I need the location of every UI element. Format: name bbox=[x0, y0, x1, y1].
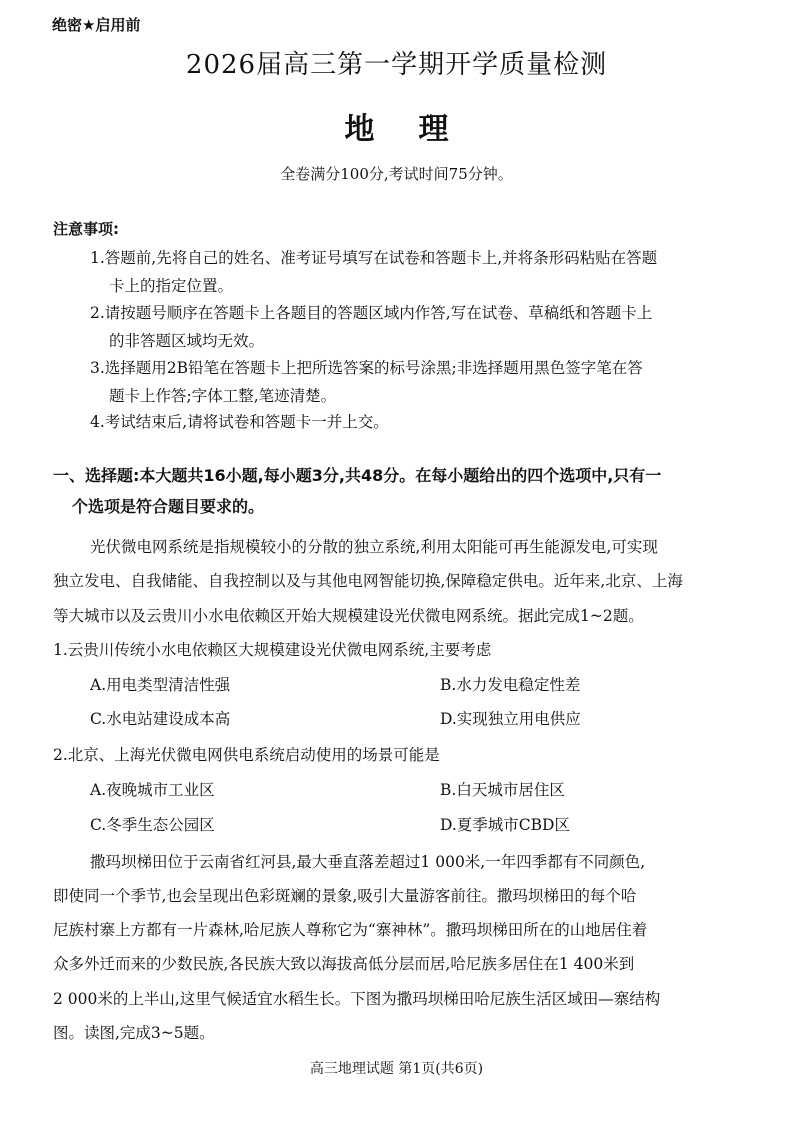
question-stem: 2.北京、上海光伏微电网供电系统启动使用的场景可能是 bbox=[53, 746, 440, 764]
notice-item-continuation: 卡上的指定位置。 bbox=[109, 277, 234, 295]
material-paragraph-line: 尼族村寨上方都有一片森林,哈尼族人尊称它为“寨神林”。撒玛坝梯田所在的山地居住着 bbox=[53, 921, 648, 939]
notice-title: 注意事项: bbox=[53, 220, 119, 238]
material-paragraph-line: 等大城市以及云贵川小水电依赖区开始大规模建设光伏微电网系统。据此完成1~2题。 bbox=[53, 607, 644, 625]
section-heading: 一、选择题:本大题共16小题,每小题3分,共48分。在每小题给出的四个选项中,只有一 bbox=[53, 466, 662, 485]
material-paragraph-line: 图。读图,完成3~5题。 bbox=[53, 1024, 215, 1042]
material-paragraph-line: 2 000米的上半山,这里气候适宜水稻生长。下图为撒玛坝梯田哈尼族生活区域田—寨结构 bbox=[53, 990, 661, 1008]
material-paragraph-line: 光伏微电网系统是指规模较小的分散的独立系统,利用太阳能可再生能源发电,可实现 bbox=[90, 538, 658, 556]
notice-item: 3.选择题用2B铅笔在答题卡上把所选答案的标号涂黑;非选择题用黑色签字笔在答 bbox=[90, 359, 643, 377]
option-b: B.水力发电稳定性差 bbox=[440, 676, 581, 694]
material-paragraph-line: 即使同一个季节,也会呈现出色彩斑斓的景象,吸引大量游客前往。撒玛坝梯田的每个哈 bbox=[53, 887, 637, 905]
page-footer: 高三地理试题 第1页(共6页) bbox=[309, 1061, 484, 1077]
subject-title: 地理 bbox=[344, 112, 493, 147]
exam-title: 2026届高三第一学期开学质量检测 bbox=[185, 50, 608, 80]
option-d: D.实现独立用电供应 bbox=[440, 710, 581, 728]
notice-item: 4.考试结束后,请将试卷和答题卡一并上交。 bbox=[90, 413, 389, 431]
material-paragraph-line: 独立发电、自我储能、自我控制以及与其他电网智能切换,保障稳定供电。近年来,北京、上海 bbox=[53, 572, 683, 590]
notice-item: 1.答题前,先将自己的姓名、准考证号填写在试卷和答题卡上,并将条形码粘贴在答题 bbox=[90, 249, 658, 267]
option-d: D.夏季城市CBD区 bbox=[440, 816, 570, 834]
material-paragraph-line: 众多外迁而来的少数民族,各民族大致以海拔高低分层而居,哈尼族多居住在1 400米到 bbox=[53, 955, 635, 973]
secret-label: 绝密★启用前 bbox=[52, 16, 141, 34]
notice-item-continuation: 题卡上作答;字体工整,笔迹清楚。 bbox=[109, 387, 337, 405]
section-heading-continuation: 个选项是符合题目要求的。 bbox=[72, 497, 265, 516]
notice-item-continuation: 的非答题区域均无效。 bbox=[109, 332, 265, 350]
question-stem: 1.云贵川传统小水电依赖区大规模建设光伏微电网系统,主要考虑 bbox=[53, 641, 492, 659]
score-note: 全卷满分100分,考试时间75分钟。 bbox=[280, 165, 513, 183]
option-c: C.水电站建设成本高 bbox=[90, 710, 231, 728]
notice-item: 2.请按题号顺序在答题卡上各题目的答题区域内作答,写在试卷、草稿纸和答题卡上 bbox=[90, 304, 653, 322]
option-a: A.用电类型清洁性强 bbox=[90, 676, 231, 694]
option-b: B.白天城市居住区 bbox=[440, 781, 565, 799]
material-paragraph-line: 撒玛坝梯田位于云南省红河县,最大垂直落差超过1 000米,一年四季都有不同颜色, bbox=[90, 853, 646, 871]
option-c: C.冬季生态公园区 bbox=[90, 816, 215, 834]
option-a: A.夜晚城市工业区 bbox=[90, 781, 215, 799]
